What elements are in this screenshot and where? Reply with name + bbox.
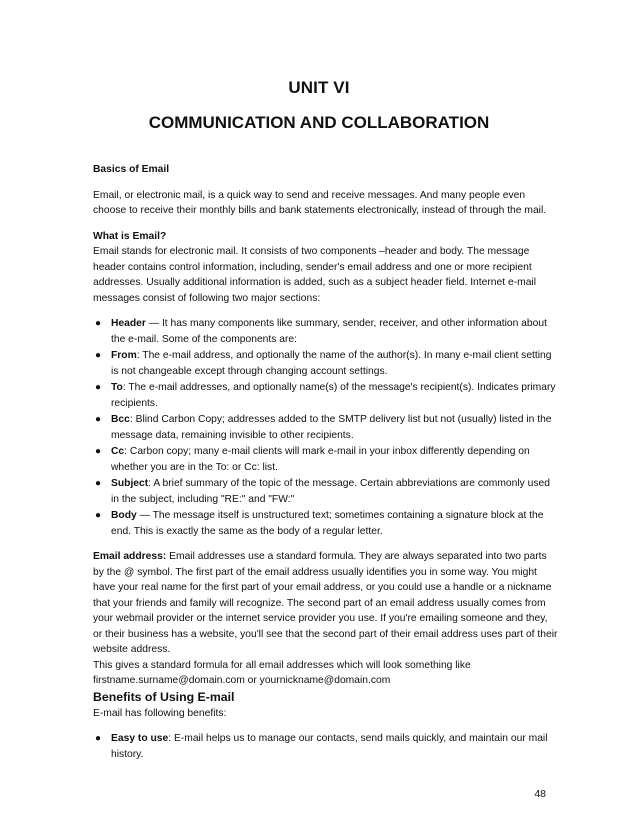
page-number: 48	[534, 788, 546, 800]
email-address-text: Email addresses use a standard formula. They are always separated into two parts by the @ symbol. The first part of the email address usually identifies you in some way. You might have your real name for the first part of your email address, or you could use a handle or a nickname that your friends and family will recognize. The second part of an email address usually comes from your webmail provider or the internet service provider you use. If you're emailing someone and they, or their business has a website, you'll see that the second part of their email address uses part of their website address.	[93, 551, 558, 655]
bullet-icon: ●	[95, 382, 102, 393]
component-term: Cc	[111, 446, 125, 457]
list-item	[93, 476, 559, 507]
component-desc: : A brief summary of the topic of the message. Certain abbreviations are commonly used in the subject, including "RE:" and "FW:"	[111, 478, 550, 505]
component-desc: : Blind Carbon Copy; addresses added to the SMTP delivery list but not (usually) listed in the message data, remaining invisible to other recipients.	[111, 414, 552, 441]
benefit-term: Easy to use	[111, 733, 169, 744]
component-desc: — It has many components like summary, sender, receiver, and other information about the e-mail. Some of the components are:	[111, 318, 547, 345]
bullet-icon: ●	[95, 510, 102, 521]
section-heading-what-is-email: What is Email?	[93, 230, 167, 242]
component-term: Body	[111, 510, 137, 521]
component-term: From	[111, 350, 137, 361]
bullet-icon: ●	[95, 350, 102, 361]
list-item	[93, 316, 559, 347]
component-desc: — The message itself is unstructured text; sometimes containing a signature block at the end. This is exactly the same as the body of a regular letter.	[111, 510, 544, 537]
chapter-title: COMMUNICATION AND COLLABORATION	[148, 113, 490, 132]
list-item	[93, 412, 559, 443]
component-term: Bcc	[111, 414, 130, 425]
bullet-icon: ●	[95, 478, 102, 489]
email-components-list	[93, 316, 559, 539]
list-item	[93, 508, 559, 539]
email-address-term: Email address:	[93, 551, 167, 562]
paragraph-basics: Email, or electronic mail, is a quick way to send and receive messages. And many people even choose to receive their monthly bills and bank statements electronically, instead of through the mail.	[93, 189, 547, 216]
bullet-icon: ●	[95, 318, 102, 329]
bullet-icon: ●	[95, 446, 102, 457]
unit-title: UNIT VI	[288, 78, 350, 97]
section-heading-benefits: Benefits of Using E-mail	[93, 689, 235, 704]
list-item	[93, 380, 559, 411]
section-heading-basics: Basics of Email	[93, 164, 170, 175]
bullet-icon: ●	[95, 414, 102, 425]
paragraph-benefits-intro: E-mail has following benefits:	[93, 707, 227, 719]
paragraph-email-address	[93, 549, 559, 658]
component-desc: : The e-mail addresses, and optionally name(s) of the message's recipient(s). Indicates primary recipients.	[111, 382, 556, 409]
component-term: Subject	[111, 478, 149, 489]
list-item	[93, 348, 559, 379]
component-term: To	[111, 382, 123, 393]
list-item	[93, 444, 559, 475]
component-desc: : Carbon copy; many e-mail clients will mark e-mail in your inbox differently depending on whether you are in the To: or Cc: list.	[111, 446, 530, 473]
benefits-list	[93, 731, 559, 762]
bullet-icon: ●	[95, 733, 102, 744]
paragraph-email-formula: This gives a standard formula for all email addresses which will look something like firstname.surname@domain.com or yournickname@domain.com	[93, 659, 471, 686]
component-desc: : The e-mail address, and optionally the name of the author(s). In many e-mail client setting is not changeable except through changing account settings.	[111, 350, 552, 377]
benefit-desc: : E-mail helps us to manage our contacts, send mails quickly, and maintain our mail history.	[111, 733, 548, 760]
component-term: Header	[111, 318, 146, 329]
list-item	[93, 731, 559, 762]
document-body	[93, 162, 559, 763]
paragraph-what-is-email: Email stands for electronic mail. It consists of two components –header and body. The message header contains control information, including, sender's email address and one or more recipient addresses. Usually additional information is added, such as a subject header field. Internet e-mail messages consist of following two major sections:	[93, 246, 537, 304]
